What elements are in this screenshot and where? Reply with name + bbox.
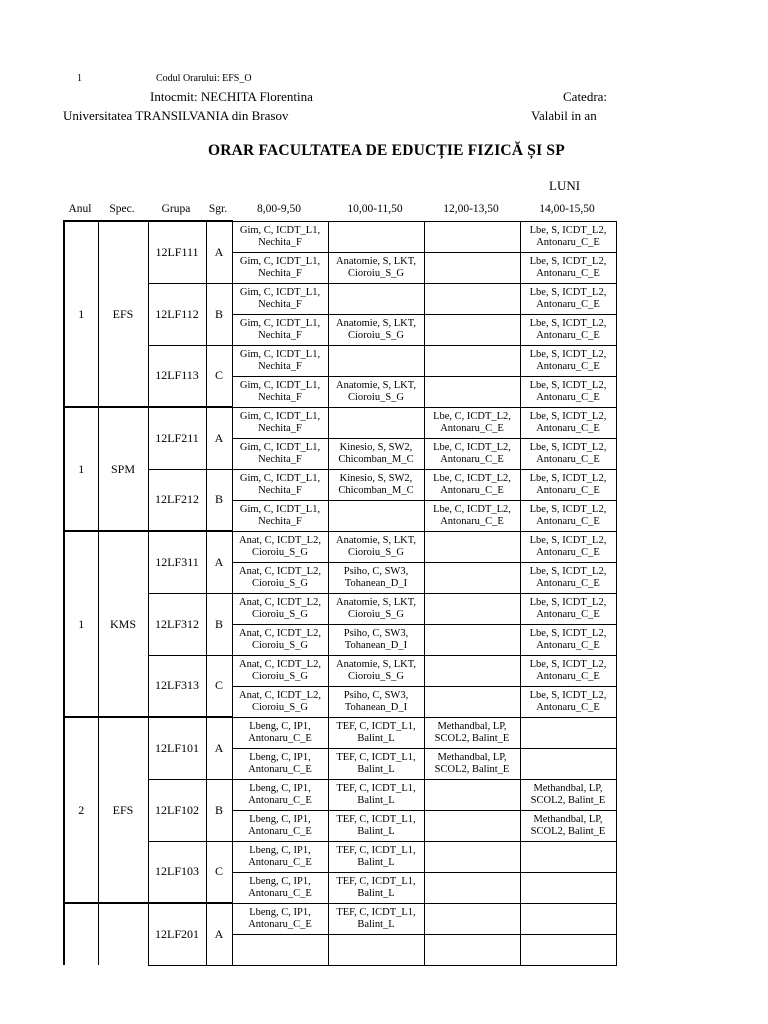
year-cell: 1 — [64, 221, 98, 407]
schedule-cell: Lbe, S, ICDT_L2, Antonaru_C_E — [520, 283, 616, 314]
schedule-cell — [520, 872, 616, 903]
schedule-cell: Lbe, S, ICDT_L2, Antonaru_C_E — [520, 376, 616, 407]
schedule-cell — [424, 655, 520, 686]
spec-cell — [98, 903, 148, 965]
schedule-cell: Lbe, S, ICDT_L2, Antonaru_C_E — [520, 314, 616, 345]
schedule-cell: TEF, C, ICDT_L1, Balint_L — [328, 779, 424, 810]
schedule-cell — [424, 531, 520, 562]
schedule-cell — [424, 221, 520, 252]
schedule-cell: Psiho, C, SW3, Tohanean_D_I — [328, 562, 424, 593]
schedule-cell — [424, 624, 520, 655]
subgroup-cell: A — [206, 531, 232, 593]
schedule-cell: Gim, C, ICDT_L1, Nechita_F — [232, 252, 328, 283]
schedule-cell: Lbe, S, ICDT_L2, Antonaru_C_E — [520, 438, 616, 469]
group-cell: 12LF313 — [148, 655, 206, 717]
schedule-cell: Psiho, C, SW3, Tohanean_D_I — [328, 686, 424, 717]
schedule-cell: Anatomie, S, LKT, Cioroiu_S_G — [328, 376, 424, 407]
schedule-cell: Lbe, S, ICDT_L2, Antonaru_C_E — [520, 655, 616, 686]
schedule-cell: Anat, C, ICDT_L2, Cioroiu_S_G — [232, 686, 328, 717]
schedule-cell: Kinesio, S, SW2, Chicomban_M_C — [328, 438, 424, 469]
schedule-cell: Gim, C, ICDT_L1, Nechita_F — [232, 314, 328, 345]
col-slot-2: 10,00-11,50 — [347, 203, 403, 215]
spec-cell: EFS — [98, 221, 148, 407]
year-cell: 1 — [64, 407, 98, 531]
schedule-cell — [520, 717, 616, 748]
subgroup-cell: B — [206, 283, 232, 345]
schedule-cell: Methandbal, LP, SCOL2, Balint_E — [520, 810, 616, 841]
group-cell: 12LF312 — [148, 593, 206, 655]
schedule-cell — [520, 841, 616, 872]
table-row — [64, 531, 616, 562]
schedule-cell — [520, 748, 616, 779]
schedule-cell — [424, 934, 520, 965]
schedule-cell: Methandbal, LP, SCOL2, Balint_E — [520, 779, 616, 810]
schedule-cell: TEF, C, ICDT_L1, Balint_L — [328, 903, 424, 934]
schedule-cell: Anatomie, S, LKT, Cioroiu_S_G — [328, 531, 424, 562]
subgroup-cell: C — [206, 655, 232, 717]
schedule-cell — [424, 376, 520, 407]
spec-cell: KMS — [98, 531, 148, 717]
schedule-cell: TEF, C, ICDT_L1, Balint_L — [328, 810, 424, 841]
prepared-by: Intocmit: NECHITA Florentina — [150, 89, 313, 104]
schedule-cell: Lbe, S, ICDT_L2, Antonaru_C_E — [520, 562, 616, 593]
schedule-cell — [232, 934, 328, 965]
schedule-cell: Gim, C, ICDT_L1, Nechita_F — [232, 345, 328, 376]
schedule-cell — [520, 934, 616, 965]
schedule-cell: Lbeng, C, IP1, Antonaru_C_E — [232, 903, 328, 934]
schedule-cell — [328, 345, 424, 376]
schedule-cell: Lbe, C, ICDT_L2, Antonaru_C_E — [424, 438, 520, 469]
schedule-cell: Lbe, C, ICDT_L2, Antonaru_C_E — [424, 407, 520, 438]
schedule-cell: Gim, C, ICDT_L1, Nechita_F — [232, 376, 328, 407]
schedule-cell: Anatomie, S, LKT, Cioroiu_S_G — [328, 655, 424, 686]
group-cell: 12LF211 — [148, 407, 206, 469]
university-name: Universitatea TRANSILVANIA din Brasov — [63, 108, 289, 123]
day-label: LUNI — [549, 178, 581, 193]
schedule-cell: Lbe, S, ICDT_L2, Antonaru_C_E — [520, 221, 616, 252]
group-cell: 12LF112 — [148, 283, 206, 345]
subgroup-cell: B — [206, 779, 232, 841]
schedule-cell: Lbe, S, ICDT_L2, Antonaru_C_E — [520, 500, 616, 531]
schedule-cell: Anatomie, S, LKT, Cioroiu_S_G — [328, 252, 424, 283]
schedule-cell: Lbeng, C, IP1, Antonaru_C_E — [232, 872, 328, 903]
schedule-cell — [424, 779, 520, 810]
schedule-cell: Lbeng, C, IP1, Antonaru_C_E — [232, 748, 328, 779]
col-spec: Spec. — [109, 203, 135, 215]
schedule-cell: Gim, C, ICDT_L1, Nechita_F — [232, 438, 328, 469]
group-cell: 12LF102 — [148, 779, 206, 841]
schedule-cell: Anat, C, ICDT_L2, Cioroiu_S_G — [232, 655, 328, 686]
schedule-cell — [424, 345, 520, 376]
schedule-cell — [424, 686, 520, 717]
subgroup-cell: C — [206, 345, 232, 407]
schedule-cell — [424, 562, 520, 593]
schedule-cell: Lbeng, C, IP1, Antonaru_C_E — [232, 779, 328, 810]
schedule-cell — [328, 934, 424, 965]
col-slot-1: 8,00-9,50 — [256, 203, 302, 215]
schedule-cell: Lbe, S, ICDT_L2, Antonaru_C_E — [520, 407, 616, 438]
schedule-cell: TEF, C, ICDT_L1, Balint_L — [328, 717, 424, 748]
schedule-cell — [328, 500, 424, 531]
col-slot-3: 12,00-13,50 — [443, 203, 499, 215]
schedule-cell: Lbe, S, ICDT_L2, Antonaru_C_E — [520, 531, 616, 562]
schedule-cell — [424, 252, 520, 283]
year-cell: 1 — [64, 531, 98, 717]
schedule-cell — [424, 283, 520, 314]
schedule-cell: Lbeng, C, IP1, Antonaru_C_E — [232, 717, 328, 748]
group-cell: 12LF111 — [148, 221, 206, 283]
schedule-code: Codul Orarului: EFS_O — [156, 73, 252, 84]
schedule-cell: TEF, C, ICDT_L1, Balint_L — [328, 841, 424, 872]
schedule-cell: Methandbal, LP, SCOL2, Balint_E — [424, 717, 520, 748]
schedule-cell: Lbe, S, ICDT_L2, Antonaru_C_E — [520, 686, 616, 717]
schedule-cell: Gim, C, ICDT_L1, Nechita_F — [232, 500, 328, 531]
subgroup-cell: C — [206, 841, 232, 903]
subgroup-cell: A — [206, 903, 232, 965]
schedule-cell — [424, 314, 520, 345]
schedule-cell: Methandbal, LP, SCOL2, Balint_E — [424, 748, 520, 779]
schedule-cell: Lbe, S, ICDT_L2, Antonaru_C_E — [520, 593, 616, 624]
table-row — [64, 407, 616, 438]
subgroup-cell: A — [206, 407, 232, 469]
valid-label: Valabil in an — [531, 108, 597, 123]
schedule-cell: Lbeng, C, IP1, Antonaru_C_E — [232, 841, 328, 872]
schedule-cell: Anat, C, ICDT_L2, Cioroiu_S_G — [232, 562, 328, 593]
subgroup-cell: B — [206, 593, 232, 655]
group-cell: 12LF201 — [148, 903, 206, 965]
year-cell: 2 — [64, 717, 98, 903]
schedule-cell: Anat, C, ICDT_L2, Cioroiu_S_G — [232, 531, 328, 562]
group-cell: 12LF212 — [148, 469, 206, 531]
schedule-cell: Lbeng, C, IP1, Antonaru_C_E — [232, 810, 328, 841]
col-anul: Anul — [68, 203, 92, 215]
schedule-cell — [328, 407, 424, 438]
schedule-cell — [520, 903, 616, 934]
schedule-cell: Gim, C, ICDT_L1, Nechita_F — [232, 283, 328, 314]
schedule-cell: Anat, C, ICDT_L2, Cioroiu_S_G — [232, 624, 328, 655]
schedule-cell — [328, 283, 424, 314]
group-cell: 12LF101 — [148, 717, 206, 779]
department-label: Catedra: — [563, 89, 608, 104]
spec-cell: EFS — [98, 717, 148, 903]
subgroup-cell: A — [206, 221, 232, 283]
page-title: ORAR FACULTATEA DE EDUCȚIE FIZICĂ ȘI SP — [208, 142, 565, 159]
schedule-cell — [424, 841, 520, 872]
schedule-cell: Anatomie, S, LKT, Cioroiu_S_G — [328, 593, 424, 624]
table-row — [64, 221, 616, 252]
subgroup-cell: B — [206, 469, 232, 531]
schedule-cell: Lbe, C, ICDT_L2, Antonaru_C_E — [424, 469, 520, 500]
group-cell: 12LF113 — [148, 345, 206, 407]
schedule-cell — [424, 872, 520, 903]
schedule-cell — [424, 593, 520, 624]
col-sgr: Sgr. — [208, 203, 228, 215]
schedule-cell: Lbe, S, ICDT_L2, Antonaru_C_E — [520, 469, 616, 500]
schedule-cell — [424, 903, 520, 934]
schedule-cell — [424, 810, 520, 841]
table-row — [64, 903, 616, 934]
group-cell: 12LF103 — [148, 841, 206, 903]
schedule-cell: Kinesio, S, SW2, Chicomban_M_C — [328, 469, 424, 500]
col-grupa: Grupa — [161, 203, 191, 215]
schedule-cell: Lbe, C, ICDT_L2, Antonaru_C_E — [424, 500, 520, 531]
schedule-cell: Psiho, C, SW3, Tohanean_D_I — [328, 624, 424, 655]
schedule-cell: Gim, C, ICDT_L1, Nechita_F — [232, 221, 328, 252]
schedule-table — [63, 220, 617, 966]
schedule-cell: TEF, C, ICDT_L1, Balint_L — [328, 748, 424, 779]
schedule-cell: Gim, C, ICDT_L1, Nechita_F — [232, 407, 328, 438]
schedule-cell: Anatomie, S, LKT, Cioroiu_S_G — [328, 314, 424, 345]
col-slot-4: 14,00-15,50 — [539, 203, 595, 215]
year-cell — [64, 903, 98, 965]
spec-cell: SPM — [98, 407, 148, 531]
table-row — [64, 717, 616, 748]
schedule-cell: TEF, C, ICDT_L1, Balint_L — [328, 872, 424, 903]
group-cell: 12LF311 — [148, 531, 206, 593]
subgroup-cell: A — [206, 717, 232, 779]
schedule-cell: Lbe, S, ICDT_L2, Antonaru_C_E — [520, 252, 616, 283]
schedule-cell: Lbe, S, ICDT_L2, Antonaru_C_E — [520, 345, 616, 376]
schedule-cell: Lbe, S, ICDT_L2, Antonaru_C_E — [520, 624, 616, 655]
schedule-cell: Gim, C, ICDT_L1, Nechita_F — [232, 469, 328, 500]
page-number: 1 — [77, 73, 82, 84]
schedule-cell: Anat, C, ICDT_L2, Cioroiu_S_G — [232, 593, 328, 624]
schedule-cell — [328, 221, 424, 252]
